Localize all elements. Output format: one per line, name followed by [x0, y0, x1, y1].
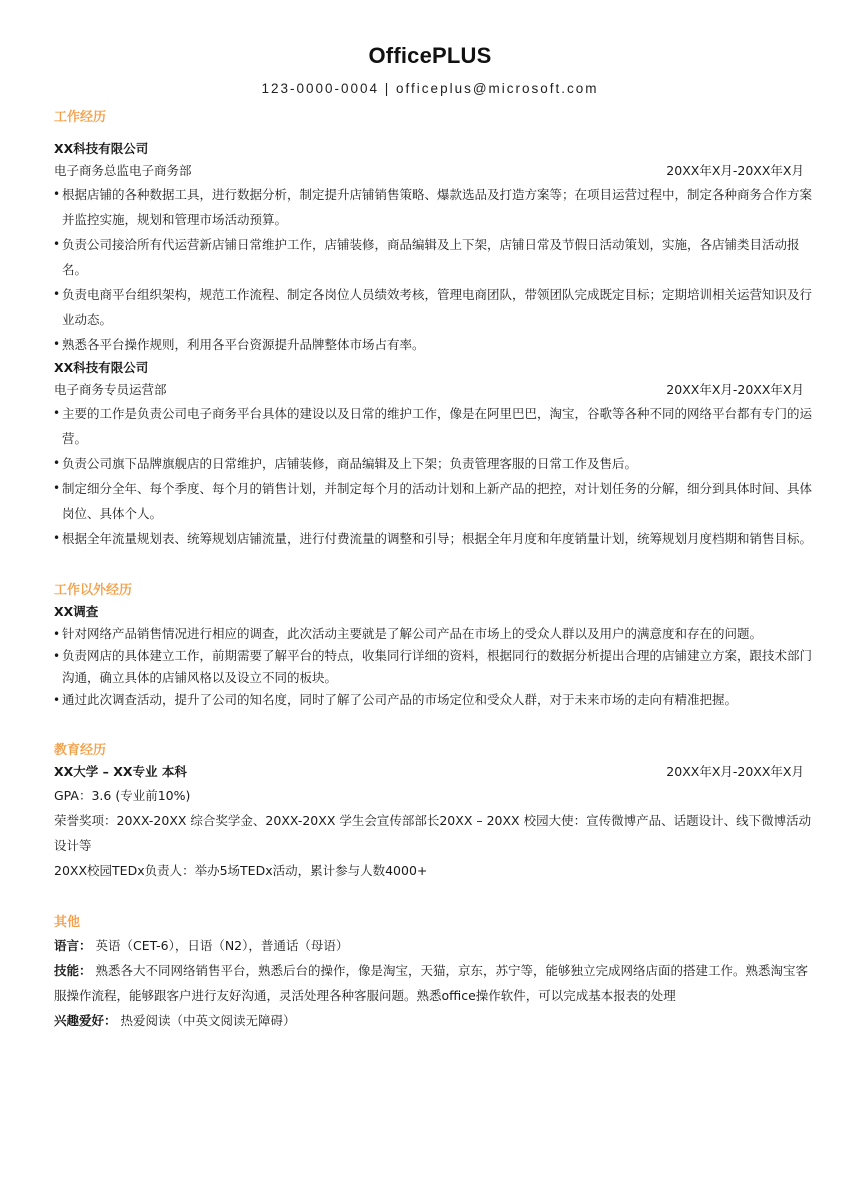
- language-line: [54, 933, 814, 958]
- contact-info: 123-0000-0004 | officeplus@microsoft.com: [261, 81, 599, 96]
- language-value: 英语（CET-6），日语（N2），普通话（母语）: [95, 938, 349, 953]
- section-title-work: 工作经历: [54, 110, 107, 125]
- bullet-item: • 根据全年流量规划表、统筹规划店铺流量，进行付费流量的调整和引导；根据全年月度和年度销量计划，统筹规划月度档期和销售目标。: [54, 526, 814, 551]
- skills-line: [54, 958, 814, 1008]
- bullet-item: • 通过此次调查活动，提升了公司的知名度，同时了解了公司产品的市场定位和受众人群，对于未来市场的走向有精准把握。: [54, 689, 814, 711]
- job-meta-row: [54, 379, 814, 401]
- job-entry: [54, 357, 814, 551]
- honors-line: 荣誉奖项：20XX-20XX 综合奖学金、20XX-20XX 学生会宣传部部长20XX – 20XX 校园大使：宣传微博产品、话题设计、线下微博活动设计等: [54, 813, 812, 853]
- hobby-value: 热爱阅读（中英文阅读无障碍）: [120, 1013, 296, 1028]
- section-title-education: 教育经历: [54, 743, 107, 758]
- education-date: 20XX年X月-20XX年X月: [666, 764, 804, 779]
- job-position: 电子商务总监电子商务部: [54, 163, 192, 178]
- experience-item-title: XX调查: [54, 604, 99, 619]
- company-name: XX科技有限公司: [54, 141, 149, 156]
- gpa-line: GPA：3.6 (专业前10%): [54, 788, 191, 803]
- skills-label: 技能：: [54, 963, 92, 978]
- job-date: 20XX年X月-20XX年X月: [666, 382, 804, 397]
- tedx-line: 20XX校园TEDx负责人：举办5场TEDx活动，累计参与人数4000+: [54, 863, 428, 878]
- bullet-item: • 制定细分全年、每个季度、每个月的销售计划，并制定每个月的活动计划和上新产品的把控，对计划任务的分解，细分到具体时间、具体岗位、具体个人。: [54, 476, 814, 526]
- hobby-line: [54, 1008, 814, 1033]
- job-entry: [54, 138, 814, 357]
- section-other-experience: [54, 581, 814, 711]
- section-title-other-experience: 工作以外经历: [54, 583, 133, 598]
- bullet-item: • 熟悉各平台操作规则，利用各平台资源提升品牌整体市场占有率。: [54, 332, 814, 357]
- bullet-item: • 根据店铺的各种数据工具，进行数据分析，制定提升店铺销售策略、爆款选品及打造方案等；在项目运营过程中，制定各种商务合作方案并监控实施，规划和管理市场活动预算。: [54, 182, 814, 232]
- candidate-name: OfficePLUS: [368, 43, 492, 68]
- experience-bullets: [54, 623, 814, 711]
- section-title-others: 其他: [54, 915, 81, 930]
- skills-value: 熟悉各大不同网络销售平台，熟悉后台的操作，像是淘宝，天猫，京东，苏宁等，能够独立完成网络店面的搭建工作。熟悉淘宝客服操作流程，能够跟客户进行友好沟通，灵活处理各种客服问题。熟悉office操作软件，可以完成基本报表的处理: [54, 963, 809, 1003]
- section-work: [54, 108, 814, 551]
- bullet-item: • 主要的工作是负责公司电子商务平台具体的建设以及日常的维护工作，像是在阿里巴巴，淘宝，谷歌等各种不同的网络平台都有专门的运营。: [54, 401, 814, 451]
- resume-content: [54, 108, 814, 1033]
- section-others: [54, 913, 814, 1033]
- bullet-item: • 针对网络产品销售情况进行相应的调查，此次活动主要就是了解公司产品在市场上的受众人群以及用户的满意度和存在的问题。: [54, 623, 814, 645]
- education-row: [54, 761, 814, 783]
- job-position: 电子商务专员运营部: [54, 382, 167, 397]
- company-name: XX科技有限公司: [54, 360, 149, 375]
- job-meta-row: [54, 160, 814, 182]
- language-label: 语言：: [54, 938, 92, 953]
- job-date: 20XX年X月-20XX年X月: [666, 163, 804, 178]
- job-bullets: [54, 401, 814, 551]
- hobby-label: 兴趣爱好：: [54, 1013, 117, 1028]
- bullet-item: • 负责网店的具体建立工作，前期需要了解平台的特点，收集同行详细的资料，根据同行的数据分析提出合理的店铺建立方案，跟技术部门沟通，确立具体的店铺风格以及设立不同的板块。: [54, 645, 814, 689]
- bullet-item: • 负责公司旗下品牌旗舰店的日常维护，店铺装修，商品编辑及上下架；负责管理客服的日常工作及售后。: [54, 451, 814, 476]
- bullet-item: • 负责电商平台组织架构，规范工作流程、制定各岗位人员绩效考核，管理电商团队，带领团队完成既定目标；定期培训相关运营知识及行业动态。: [54, 282, 814, 332]
- bullet-item: • 负责公司接洽所有代运营新店铺日常维护工作，店铺装修，商品编辑及上下架，店铺日常及节假日活动策划，实施，各店铺类目活动报名。: [54, 232, 814, 282]
- school-line: XX大学 – XX专业 本科: [54, 764, 187, 779]
- section-education: [54, 741, 814, 883]
- job-bullets: [54, 182, 814, 357]
